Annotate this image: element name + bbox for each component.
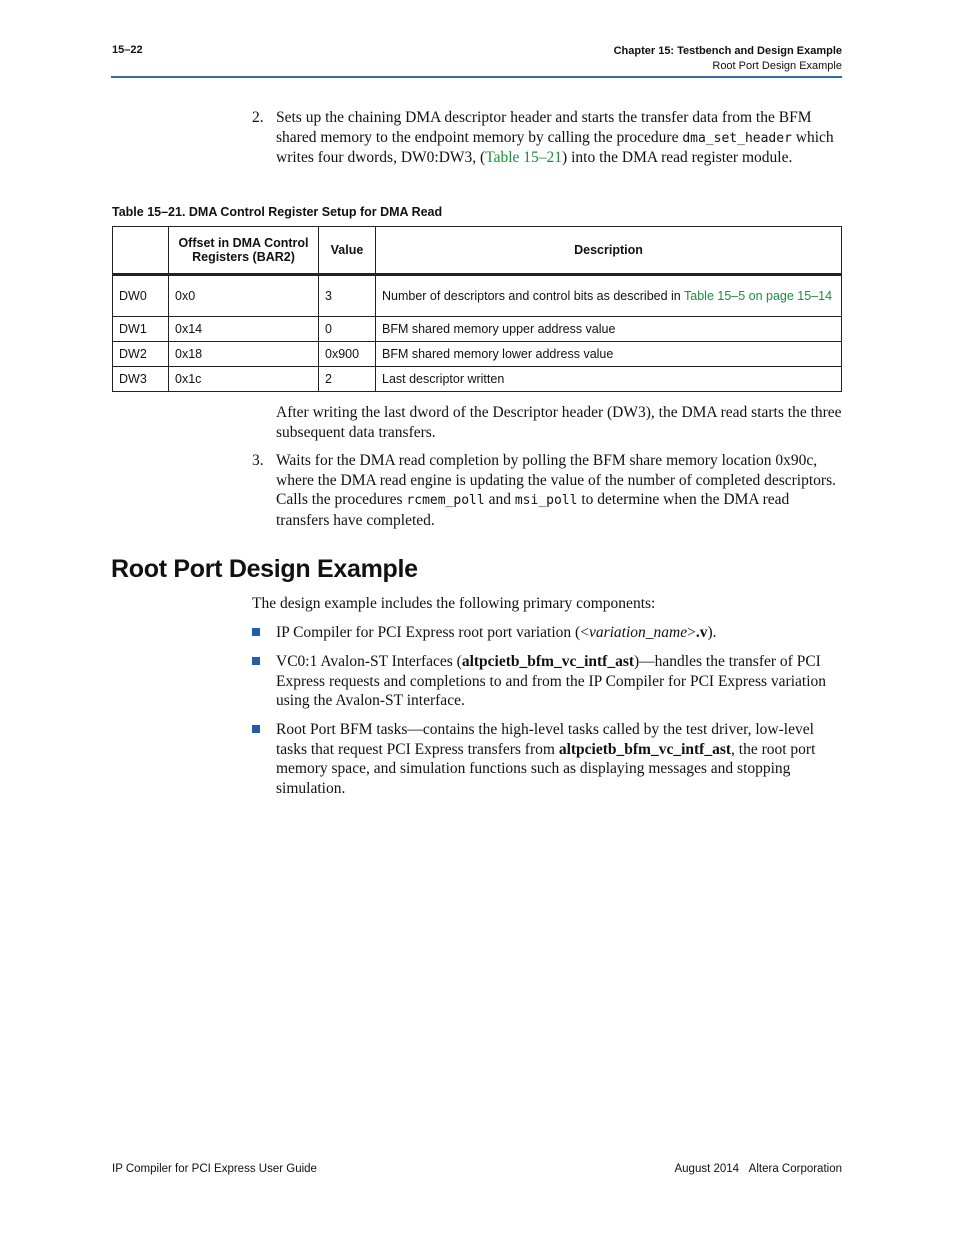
table-row [113,317,842,342]
table-row [113,342,842,367]
chapter-title: Chapter 15: Testbench and Design Example [613,45,842,57]
cell-description: BFM shared memory lower address value [376,342,842,367]
cell-dw: DW2 [113,342,169,367]
after-table-paragraph: After writing the last dword of the Descriptor header (DW3), the DMA read starts the three subsequent data transfers. [276,404,842,441]
table-15-5-link[interactable]: Table 15–5 on page 15–14 [684,289,833,303]
footer-right [674,1163,842,1175]
bullet-3-text-c: , the root port memory space, and simulation functions such as displaying messages and stopping simulation. [276,740,816,797]
bullet-2-text-c: )—handles the transfer of PCI Express requests and completions to and from the IP Compiler for PCI Express variation using the Avalon-ST interface. [276,653,827,709]
footer-company: Altera Corporation [748,1163,842,1175]
step-3 [252,451,842,530]
bullet-1-bold: .v [695,624,708,641]
step-2-text-a: Sets up the chaining DMA descriptor header and starts the transfer data from the BFM shared memory to the endpoint memory by calling the procedure [276,109,812,146]
table-row [113,275,842,317]
table-caption: Table 15–21. DMA Control Register Setup for DMA Read [112,205,443,219]
page-number: 15–22 [112,44,143,56]
cell-offset: 0x1c [169,367,319,392]
bullet-icon [252,725,260,733]
bullet-2-bold: altpcietb_bfm_vc_intf_ast [461,653,635,670]
step-2-text-c: ) into the DMA read register module. [562,149,793,166]
table-15-21-link[interactable]: Table 15–21 [485,149,563,166]
bullet-1-text-c: ). [707,624,717,641]
list-item [276,652,842,711]
cell-value: 0x900 [319,342,376,367]
step-2 [252,108,842,168]
bullet-2-text-a: VC0:1 Avalon-ST Interfaces ( [276,653,462,670]
bullet-1-text-a: IP Compiler for PCI Express root port variation (< [276,624,589,641]
step-3-code-2: msi_poll [514,493,578,508]
list-item [276,720,842,798]
cell-dw: DW0 [113,275,169,317]
running-header [614,44,842,74]
cell-offset: 0x0 [169,275,319,317]
step-3-text-a: Waits for the DMA read completion by polling the BFM share memory location 0x90c, where the DMA read engine is updating the value of the number of completed descriptors. Calls the procedures [276,452,836,508]
cell-description: Last descriptor written [376,367,842,392]
bullet-icon [252,628,260,636]
cell-value: 0 [319,317,376,342]
cell-offset: 0x18 [169,342,319,367]
footer-date: August 2014 [674,1163,740,1175]
step-2-number: 2. [252,109,264,126]
cell-description-text: Number of descriptors and control bits as described in [382,289,685,303]
section-title: Root Port Design Example [712,60,842,72]
section-heading: Root Port Design Example [111,555,418,583]
bullet-icon [252,657,260,665]
step-3-code-1: rcmem_poll [406,493,485,508]
section-intro: The design example includes the following primary components: [252,595,656,612]
bullet-1-text-b: > [687,624,696,641]
header-dw [113,227,169,275]
header-offset: Offset in DMA Control Registers (BAR2) [169,227,319,275]
bullet-3-text-a: Root Port BFM tasks—contains the high-level tasks called by the test driver, low-level tasks that request PCI Express transfers from [276,721,814,758]
cell-offset: 0x14 [169,317,319,342]
bullet-3-bold: altpcietb_bfm_vc_intf_ast [558,740,732,758]
header-description: Description [376,227,842,275]
header-rule [111,76,842,78]
step-2-code: dma_set_header [682,130,792,146]
step-3-text-b: and [484,491,515,508]
step-3-text-c: to determine when the DMA read transfers have completed. [276,491,790,529]
cell-value: 2 [319,367,376,392]
cell-description: BFM shared memory upper address value [376,317,842,342]
table-header-row [113,227,842,275]
step-3-number: 3. [252,452,264,469]
cell-value: 3 [319,275,376,317]
cell-dw: DW3 [113,367,169,392]
header-value: Value [319,227,376,275]
step-2-text-b: which writes four dwords, DW0:DW3, ( [276,128,834,166]
list-item [276,623,842,643]
dma-register-table [112,226,842,392]
cell-description [376,275,842,317]
bullet-1-italic: variation_name [588,624,688,641]
cell-dw: DW1 [113,317,169,342]
footer-title: IP Compiler for PCI Express User Guide [112,1163,317,1175]
table-row [113,367,842,392]
